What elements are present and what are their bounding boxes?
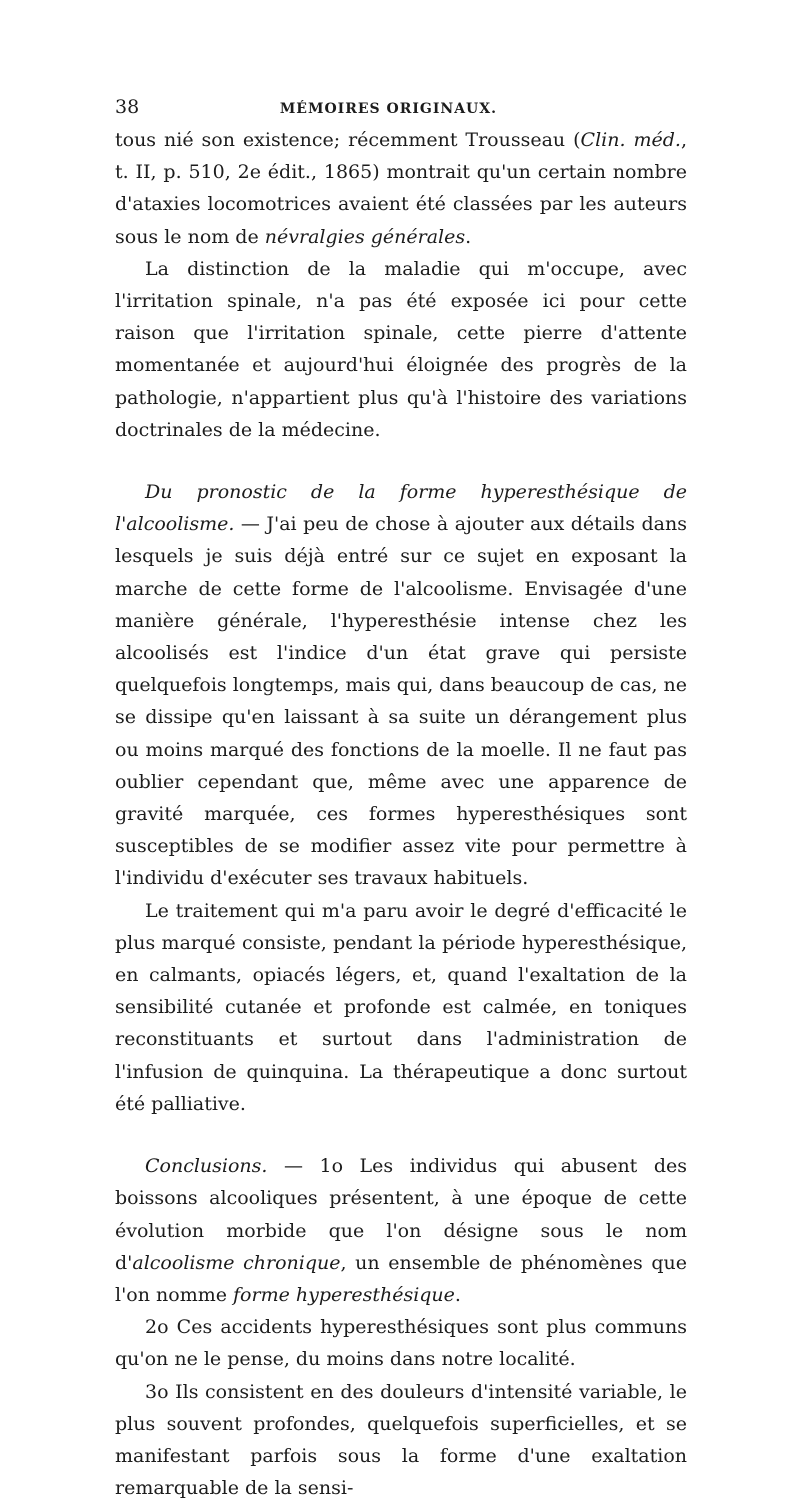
running-header [115,96,687,118]
page [115,96,687,1504]
text-run: . [465,225,472,248]
text-run: , t. II, p. 510, 2e édit., 1865) montrait qu'un certain nombre d'ataxies locomotrices avaient été classées par les auteurs sous le nom de [115,129,687,248]
paragraph-prognosis [115,476,687,895]
paragraph-conclusions [115,1150,687,1311]
text-run: — J'ai peu de chose à ajouter aux détails dans lesquels je suis déjà entré sur ce sujet en exposant la marche de cette forme de l'alcoolisme. Envisagée d'une manière générale, l'hyperesthésie intense chez les alcoolisés est l'indice d'un état grave qui persiste quelquefois longtemps, mais qui, dans beaucoup de cas, ne se dissipe qu'en laissant à sa suite un dérangement plus ou moins marqué des fonctions de la moelle. Il ne faut pas oublier cependant que, même avec une apparence de gravité marquée, ces formes hyperesthésiques sont susceptibles de se modifier assez vite pour permettre à l'individu d'exécuter ses travaux habituels. [115,513,688,890]
text-run: , un ensemble de phénomènes que l'on nomme [115,1251,687,1306]
text-run: tous nié son existence; récemment Trousseau ( [115,129,581,151]
section-heading-conclusions: Conclusions. [145,1155,268,1178]
term-italic: névralgies générales [264,225,466,248]
conclusion-2: 2o Ces accidents hyperesthésiques sont plus communs qu'on ne le pense, du moins dans notre localité. [115,1316,687,1371]
text-run: . [454,1283,461,1306]
paragraph-2: La distinction de la maladie qui m'occupe, avec l'irritation spinale, n'a pas été exposée ici pour cette raison que l'irritation spinale, cette pierre d'attente momentanée et aujourd'hui éloignée des progrès de la pathologie, n'appartient plus qu'à l'histoire des variations doctrinales de la médecine. [115,257,687,441]
text-run: — 1o Les individus qui abusent des boissons alcooliques présentent, à une époque de cette évolution morbide que l'on désigne sous le nom d' [115,1155,687,1274]
term-italic: forme hyperesthésique [233,1283,455,1306]
citation-italic: Clin. méd. [580,129,681,151]
paragraph-1 [115,124,687,253]
conclusion-3: 3o Ils consistent en des douleurs d'intensité variable, le plus souvent profondes, quelquefois superficielles, et se manifestant parfois sous la forme d'une exaltation remarquable de la sensi- [115,1380,687,1500]
running-title: MÉMOIRES ORIGINAUX. [279,101,497,117]
section-gap [115,446,687,476]
paragraph-treatment: Le traitement qui m'a paru avoir le degré d'efficacité le plus marqué consiste, pendant la période hyperesthésique, en calmants, opiacés légers, et, quand l'exaltation de la sensibilité cutanée et profonde est calmée, en toniques reconstituants et surtout dans l'administration de l'infusion de quinquina. La thérapeutique a donc surtout été palliative. [115,899,687,1115]
section-heading-prognosis: Du pronostic de la forme hyperesthésique de l'alcoolisme. [115,481,687,536]
term-italic: alcoolisme chronique [132,1251,341,1274]
section-gap [115,1120,687,1150]
page-number: 38 [115,96,140,118]
